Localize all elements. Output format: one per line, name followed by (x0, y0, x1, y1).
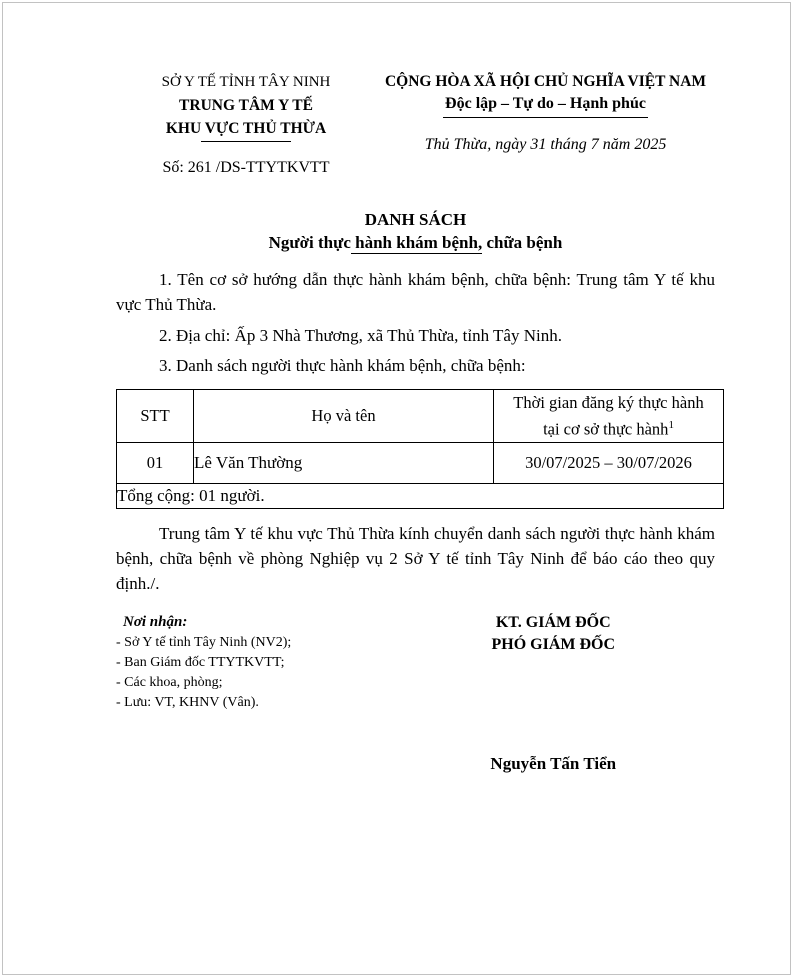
practitioner-table (116, 389, 724, 509)
body-item-2: 2. Địa chỉ: Ấp 3 Nhà Thương, xã Thủ Thừa, tỉnh Tây Ninh. (159, 326, 562, 345)
cell-total: Tổng cộng: 01 người. (117, 484, 724, 509)
national-block (376, 71, 715, 179)
doc-number: Số: 261 /DS-TTYTKVTT (162, 159, 330, 176)
issuer-org-line1: TRUNG TÂM Y TẾ (179, 97, 313, 114)
recipient-item: - Ban Giám đốc TTYTKVTT; (116, 655, 285, 670)
place-date: Thủ Thừa, ngày 31 tháng 7 năm 2025 (424, 136, 667, 153)
subtitle-prefix: Người thực (268, 233, 351, 252)
signer-position-line2: PHÓ GIÁM ĐỐC (491, 636, 616, 653)
period-header-line1: Thời gian đăng ký thực hành (513, 392, 704, 412)
cell-period: 30/07/2025 – 30/07/2026 (494, 443, 724, 484)
recipient-item: - Sở Y tế tỉnh Tây Ninh (NV2); (116, 635, 292, 650)
closing-paragraph: Trung tâm Y tế khu vực Thủ Thừa kính chuyển danh sách người thực hành khám bệnh, chữa bệnh về phòng Nghiệp vụ 2 Sở Y tế tỉnh Tây Ninh để báo cáo theo quy định./. (116, 524, 715, 593)
document-title: DANH SÁCH (364, 210, 467, 229)
issuer-underline-rule (201, 141, 291, 142)
body-item-3: 3. Danh sách người thực hành khám bệnh, chữa bệnh: (159, 356, 526, 375)
issuer-block (116, 71, 376, 179)
document-page (2, 2, 791, 975)
recipient-item: - Lưu: VT, KHNV (Vân). (116, 695, 259, 710)
recipient-item: - Các khoa, phòng; (116, 675, 223, 690)
column-header-name: Họ và tên (194, 390, 494, 443)
cell-name: Lê Văn Thường (194, 443, 494, 484)
document-subtitle (116, 231, 715, 254)
table-header-row (117, 390, 724, 443)
document-content (3, 3, 790, 774)
signature-block (392, 612, 715, 774)
recipients-label: Nơi nhận: (123, 614, 188, 630)
letterhead (116, 71, 715, 179)
national-slogan: Độc lập – Tự do – Hạnh phúc (443, 93, 648, 118)
signer-position-line1: KT. GIÁM ĐỐC (495, 614, 611, 631)
subtitle-suffix: chữa bệnh (482, 233, 563, 252)
cell-stt: 01 (117, 443, 194, 484)
national-motto: CỘNG HÒA XÃ HỘI CHỦ NGHĨA VIỆT NAM (384, 73, 707, 90)
issuer-org-line2: KHU VỰC THỦ THỪA (165, 120, 327, 137)
column-header-period (494, 390, 724, 443)
signer-name: Nguyễn Tấn Tiển (490, 754, 617, 773)
period-header-line2: tại cơ sở thực hành (543, 419, 669, 439)
table-total-row (117, 484, 724, 509)
table-row (117, 443, 724, 484)
national-slogan-wrap (376, 93, 715, 118)
subtitle-underlined: hành khám bệnh, (350, 233, 483, 252)
issuer-parent-org: SỞ Y TẾ TỈNH TÂY NINH (161, 74, 331, 90)
recipients-block (116, 612, 392, 774)
column-header-stt: STT (117, 390, 194, 443)
footer (116, 612, 715, 774)
footnote-marker: 1 (668, 418, 674, 431)
body-item-1: 1. Tên cơ sở hướng dẫn thực hành khám bệnh, chữa bệnh: Trung tâm Y tế khu vực Thủ Thừa. (116, 270, 715, 314)
